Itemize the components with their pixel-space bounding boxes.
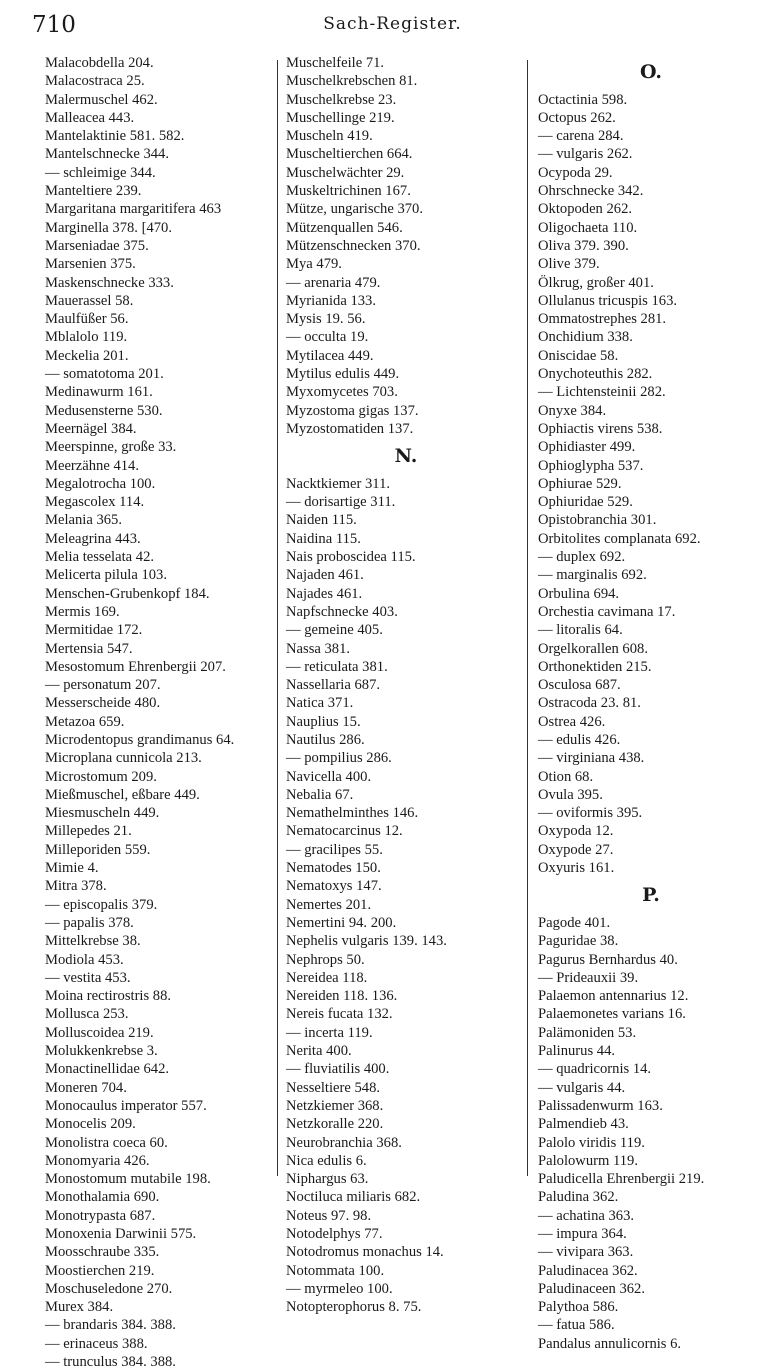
- index-entry: Notodromus monachus 14.: [286, 1244, 444, 1261]
- index-entry: Myrianida 133.: [286, 292, 376, 309]
- index-entry: — vulgaris 262.: [538, 146, 633, 163]
- index-entry: Netzkiemer 368.: [286, 1097, 384, 1114]
- index-entry: Opistobranchia 301.: [538, 512, 657, 529]
- index-entry: Margaritana margaritifera 463: [45, 201, 222, 218]
- index-entry: Nephrops 50.: [286, 951, 365, 968]
- index-entry: Oktopoden 262.: [538, 201, 633, 218]
- index-entry: — trunculus 384. 388.: [45, 1354, 176, 1371]
- index-entry: Meleagrina 443.: [45, 530, 141, 547]
- index-entry: Paludinacea 362.: [538, 1262, 638, 1279]
- index-entry: Monomyaria 426.: [45, 1152, 150, 1169]
- index-entry: Paludina 362.: [538, 1189, 619, 1206]
- index-entry: Pandalus annulicornis 6.: [538, 1335, 682, 1352]
- index-entry: Mantelaktinie 581. 582.: [45, 128, 185, 145]
- index-entry: — fluviatilis 400.: [286, 1061, 390, 1078]
- index-entry: — vivipara 363.: [538, 1244, 634, 1261]
- index-entry: Marseniadae 375.: [45, 237, 149, 254]
- index-entry: Molukkenkrebse 3.: [45, 1043, 158, 1060]
- index-entry: Oxypode 27.: [538, 841, 614, 858]
- index-entry: Orchestia cavimana 17.: [538, 603, 676, 620]
- index-entry: Paludinaceen 362.: [538, 1280, 645, 1297]
- index-entry: — impura 364.: [538, 1226, 627, 1242]
- index-entry: Nerita 400.: [286, 1043, 352, 1060]
- index-entry: Ophidiaster 499.: [538, 439, 636, 456]
- index-entry: Monothalamia 690.: [45, 1189, 160, 1206]
- index-entry: Notommata 100.: [286, 1262, 385, 1279]
- index-entry: Mblalolo 119.: [45, 329, 128, 346]
- index-entry: Nassellaria 687.: [286, 677, 381, 694]
- index-entry: Palämoniden 53.: [538, 1024, 637, 1041]
- index-entry: Miesmuscheln 449.: [45, 805, 160, 822]
- index-entry: Naidina 115.: [286, 530, 361, 547]
- index-entry: Menschen-Grubenkopf 184.: [45, 585, 210, 602]
- index-entry: Meerspinne, große 33.: [45, 439, 177, 456]
- index-entry: Mytilus edulis 449.: [286, 366, 400, 383]
- index-entry: Moosschraube 335.: [45, 1244, 160, 1261]
- index-entry: Pagurus Bernhardus 40.: [538, 951, 678, 968]
- index-entry: Nereidea 118.: [286, 969, 368, 986]
- index-entry: Neurobranchia 368.: [286, 1134, 402, 1151]
- page-number: 710: [32, 12, 76, 38]
- index-entry: Milleporiden 559.: [45, 841, 151, 858]
- index-entry: Ophioglypha 537.: [538, 457, 644, 474]
- index-entry: Paludicella Ehrenbergii 219.: [538, 1171, 705, 1188]
- index-entry: Niphargus 63.: [286, 1171, 369, 1188]
- index-entry: — gracilipes 55.: [286, 841, 383, 858]
- section-letter: P.: [642, 884, 660, 907]
- index-entry: Monotrypasta 687.: [45, 1207, 156, 1224]
- index-entry: Manteltiere 239.: [45, 183, 142, 200]
- index-entry: — marginalis 692.: [538, 567, 647, 584]
- index-entry: Melia tesselata 42.: [45, 549, 155, 566]
- index-entry: — personatum 207.: [45, 677, 161, 694]
- index-entry: Palmendieb 43.: [538, 1116, 629, 1133]
- index-entry: Nica edulis 6.: [286, 1152, 367, 1169]
- index-entry: Octopus 262.: [538, 109, 616, 126]
- index-entry: Ovula 395.: [538, 786, 603, 803]
- index-entry: Malermuschel 462.: [45, 91, 158, 108]
- index-entry: Monoxenia Darwinii 575.: [45, 1226, 197, 1242]
- index-entry: Maulfüßer 56.: [45, 311, 129, 328]
- index-entry: Ophiurae 529.: [538, 475, 622, 492]
- index-entry: Monolistra coeca 60.: [45, 1134, 168, 1151]
- index-entry: Mantelschnecke 344.: [45, 146, 170, 163]
- index-entry: Mittelkrebse 38.: [45, 933, 141, 950]
- page-header: [32, 12, 753, 42]
- index-entry: Moina rectirostris 88.: [45, 988, 172, 1005]
- index-entry: — quadricornis 14.: [538, 1061, 652, 1078]
- index-entry: Mimie 4.: [45, 860, 99, 877]
- index-entry: Notopterophorus 8. 75.: [286, 1299, 422, 1316]
- index-entry: Molluscoidea 219.: [45, 1024, 154, 1041]
- index-entry: Nautilus 286.: [286, 731, 365, 748]
- index-entry: — somatotoma 201.: [45, 366, 164, 383]
- index-column-1: [45, 54, 271, 1371]
- index-entry: Mya 479.: [286, 256, 342, 273]
- index-entry: — litoralis 64.: [538, 622, 623, 639]
- index-entry: Palolo viridis 119.: [538, 1134, 645, 1151]
- index-entry: Melicerta pilula 103.: [45, 567, 167, 584]
- index-entry: Mytilacea 449.: [286, 347, 374, 364]
- index-entry: Muschelkrebschen 81.: [286, 73, 418, 90]
- index-entry: Muschelkrebse 23.: [286, 91, 397, 108]
- index-entry: Oligochaeta 110.: [538, 219, 638, 236]
- index-entry: Meckelia 201.: [45, 347, 129, 364]
- index-entry: Mertensia 547.: [45, 640, 133, 657]
- index-entry: Muscheln 419.: [286, 128, 373, 145]
- index-entry: Onyxe 384.: [538, 402, 607, 419]
- index-entry: Octactinia 598.: [538, 91, 628, 108]
- index-entry: Napfschnecke 403.: [286, 603, 398, 620]
- index-entry: Meernägel 384.: [45, 420, 137, 437]
- index-entry: Ölkrug, großer 401.: [538, 274, 654, 291]
- index-entry: Nemertes 201.: [286, 896, 372, 913]
- index-entry: Orbitolites complanata 692.: [538, 530, 701, 547]
- index-entry: — pompilius 286.: [286, 750, 392, 767]
- index-entry: Marginella 378. [470.: [45, 219, 172, 236]
- index-entry: Mermitidae 172.: [45, 622, 143, 639]
- index-entry: Olive 379.: [538, 256, 600, 273]
- index-entry: Noctiluca miliaris 682.: [286, 1189, 421, 1206]
- section-letter: O.: [639, 61, 663, 83]
- index-entry: — arenaria 479.: [286, 274, 381, 291]
- index-entry: Natica 371.: [286, 695, 354, 712]
- index-entry: Megascolex 114.: [45, 494, 145, 511]
- index-entry: Onychoteuthis 282.: [538, 366, 653, 383]
- index-entry: — virginiana 438.: [538, 750, 645, 767]
- index-entry: Ocypoda 29.: [538, 164, 613, 181]
- index-entry: Microstomum 209.: [45, 768, 157, 785]
- index-entry: — schleimige 344.: [45, 164, 156, 181]
- index-entry: Nassa 381.: [286, 640, 351, 657]
- index-entry: — vulgaris 44.: [538, 1079, 626, 1096]
- index-entry: Orthonektiden 215.: [538, 658, 652, 675]
- index-entry: Mießmuschel, eßbare 449.: [45, 786, 200, 803]
- index-entry: Oniscidae 58.: [538, 347, 619, 364]
- index-entry: Modiola 453.: [45, 951, 124, 968]
- index-entry: Mütze, ungarische 370.: [286, 201, 423, 218]
- index-entry: — papalis 378.: [45, 914, 134, 931]
- index-entry: Marsenien 375.: [45, 256, 136, 273]
- index-entry: — edulis 426.: [538, 731, 621, 748]
- section-letter: N.: [394, 445, 418, 468]
- index-entry: Mesostomum Ehrenbergii 207.: [45, 658, 226, 675]
- index-entry: — erinaceus 388.: [45, 1335, 148, 1352]
- index-entry: Nemathelminthes 146.: [286, 805, 419, 822]
- index-entry: — Prideauxii 39.: [538, 969, 639, 986]
- index-entry: Palissadenwurm 163.: [538, 1097, 663, 1114]
- index-entry: Malleacea 443.: [45, 109, 135, 126]
- index-entry: Paguridae 38.: [538, 933, 619, 950]
- index-entry: — carena 284.: [538, 128, 624, 145]
- index-entry: Muscheltierchen 664.: [286, 146, 413, 163]
- index-entry: Mysis 19. 56.: [286, 311, 366, 328]
- index-entry: Monactinellidae 642.: [45, 1061, 170, 1078]
- index-entry: — brandaris 384. 388.: [45, 1317, 176, 1334]
- index-entry: Nais proboscidea 115.: [286, 549, 416, 566]
- index-entry: Myzostoma gigas 137.: [286, 402, 419, 419]
- index-entry: Mauerassel 58.: [45, 292, 134, 309]
- index-entry: Nephelis vulgaris 139. 143.: [286, 933, 447, 950]
- index-entry: Medusensterne 530.: [45, 402, 163, 419]
- index-entry: Megalotrocha 100.: [45, 475, 156, 492]
- index-entry: Monocaulus imperator 557.: [45, 1097, 207, 1114]
- index-entry: Nesseltiere 548.: [286, 1079, 381, 1096]
- index-entry: Nebalia 67.: [286, 786, 354, 803]
- index-entry: Mützenschnecken 370.: [286, 237, 421, 254]
- index-entry: Palaemonetes varians 16.: [538, 1006, 686, 1023]
- index-entry: Muskeltrichinen 167.: [286, 183, 411, 200]
- index-entry: Mermis 169.: [45, 603, 120, 620]
- running-title: Sach-Register.: [323, 14, 462, 34]
- column-divider: [277, 60, 278, 1176]
- index-entry: Nereis fucata 132.: [286, 1006, 393, 1023]
- index-entry: Nauplius 15.: [286, 713, 361, 730]
- index-entry: Otion 68.: [538, 768, 594, 785]
- index-entry: Ollulanus tricuspis 163.: [538, 292, 678, 309]
- index-entry: Oxyuris 161.: [538, 860, 615, 877]
- index-entry: Nacktkiemer 311.: [286, 475, 391, 492]
- index-entry: — Lichtensteinii 282.: [538, 384, 666, 401]
- index-entry: Orbulina 694.: [538, 585, 620, 602]
- index-entry: Najaden 461.: [286, 567, 364, 584]
- index-entry: Netzkoralle 220.: [286, 1116, 384, 1133]
- index-column-2: [286, 54, 526, 1316]
- index-entry: Muschellinge 219.: [286, 109, 395, 126]
- index-entry: Malacostraca 25.: [45, 73, 145, 90]
- index-entry: — episcopalis 379.: [45, 896, 158, 913]
- index-entry: — duplex 692.: [538, 549, 626, 566]
- index-entry: Oliva 379. 390.: [538, 237, 629, 254]
- index-entry: Myzostomatiden 137.: [286, 420, 414, 437]
- index-entry: Ostrea 426.: [538, 713, 606, 730]
- index-column-3: [538, 54, 764, 1353]
- index-entry: — incerta 119.: [286, 1024, 373, 1041]
- index-entry: Palythoa 586.: [538, 1299, 619, 1316]
- index-entry: Onchidium 338.: [538, 329, 633, 346]
- index-entry: Nematocarcinus 12.: [286, 823, 403, 840]
- index-entry: Moostierchen 219.: [45, 1262, 155, 1279]
- index-entry: Medinawurm 161.: [45, 384, 153, 401]
- index-entry: — fatua 586.: [538, 1317, 615, 1334]
- index-entry: Melania 365.: [45, 512, 123, 529]
- index-entry: Monocelis 209.: [45, 1116, 136, 1133]
- index-entry: Meerzähne 414.: [45, 457, 140, 474]
- index-entry: — vestita 453.: [45, 969, 131, 986]
- index-entry: — achatina 363.: [538, 1207, 635, 1224]
- index-entry: Nematoxys 147.: [286, 878, 382, 895]
- index-entry: Oxypoda 12.: [538, 823, 614, 840]
- index-entry: Naiden 115.: [286, 512, 357, 529]
- index-entry: Millepedes 21.: [45, 823, 132, 840]
- index-entry: Nematodes 150.: [286, 860, 381, 877]
- index-entry: Ophiuridae 529.: [538, 494, 633, 511]
- index-entry: Microplana cunnicola 213.: [45, 750, 202, 767]
- index-entry: Moschuseledone 270.: [45, 1280, 173, 1297]
- index-entry: Muschelwächter 29.: [286, 164, 405, 181]
- index-entry: Mollusca 253.: [45, 1006, 129, 1023]
- index-entry: Maskenschnecke 333.: [45, 274, 174, 291]
- index-entry: Palolowurm 119.: [538, 1152, 638, 1169]
- index-entry: Ommatostrephes 281.: [538, 311, 667, 328]
- index-entry: Orgelkorallen 608.: [538, 640, 648, 657]
- index-entry: Myxomycetes 703.: [286, 384, 398, 401]
- index-entry: — myrmeleo 100.: [286, 1280, 393, 1297]
- index-entry: Osculosa 687.: [538, 677, 621, 694]
- index-entry: — gemeine 405.: [286, 622, 383, 639]
- index-entry: Najades 461.: [286, 585, 363, 602]
- index-entry: Palaemon antennarius 12.: [538, 988, 689, 1005]
- index-entry: Notodelphys 77.: [286, 1226, 383, 1242]
- index-entry: Metazoa 659.: [45, 713, 125, 730]
- index-entry: Moneren 704.: [45, 1079, 127, 1096]
- index-entry: Nemertini 94. 200.: [286, 914, 397, 931]
- index-entry: Pagode 401.: [538, 914, 611, 931]
- index-entry: Monostomum mutabile 198.: [45, 1171, 211, 1188]
- index-entry: Muschelfeile 71.: [286, 55, 385, 71]
- index-entry: Ophiactis virens 538.: [538, 420, 663, 437]
- index-entry: Palinurus 44.: [538, 1043, 616, 1060]
- index-entry: Malacobdella 204.: [45, 55, 154, 71]
- index-entry: Noteus 97. 98.: [286, 1207, 372, 1224]
- index-entry: Ostracoda 23. 81.: [538, 695, 641, 712]
- index-entry: Murex 384.: [45, 1299, 114, 1316]
- index-entry: Messerscheide 480.: [45, 695, 161, 712]
- column-divider: [527, 60, 528, 1176]
- index-entry: Mützenquallen 546.: [286, 219, 403, 236]
- index-entry: Microdentopus grandimanus 64.: [45, 731, 235, 748]
- index-entry: — reticulata 381.: [286, 658, 388, 675]
- index-entry: — oviformis 395.: [538, 805, 643, 822]
- index-entry: — dorisartige 311.: [286, 494, 396, 511]
- index-entry: Navicella 400.: [286, 768, 372, 785]
- index-entry: Ohrschnecke 342.: [538, 183, 644, 200]
- index-entry: — occulta 19.: [286, 329, 369, 346]
- index-entry: Mitra 378.: [45, 878, 107, 895]
- index-entry: Nereiden 118. 136.: [286, 988, 398, 1005]
